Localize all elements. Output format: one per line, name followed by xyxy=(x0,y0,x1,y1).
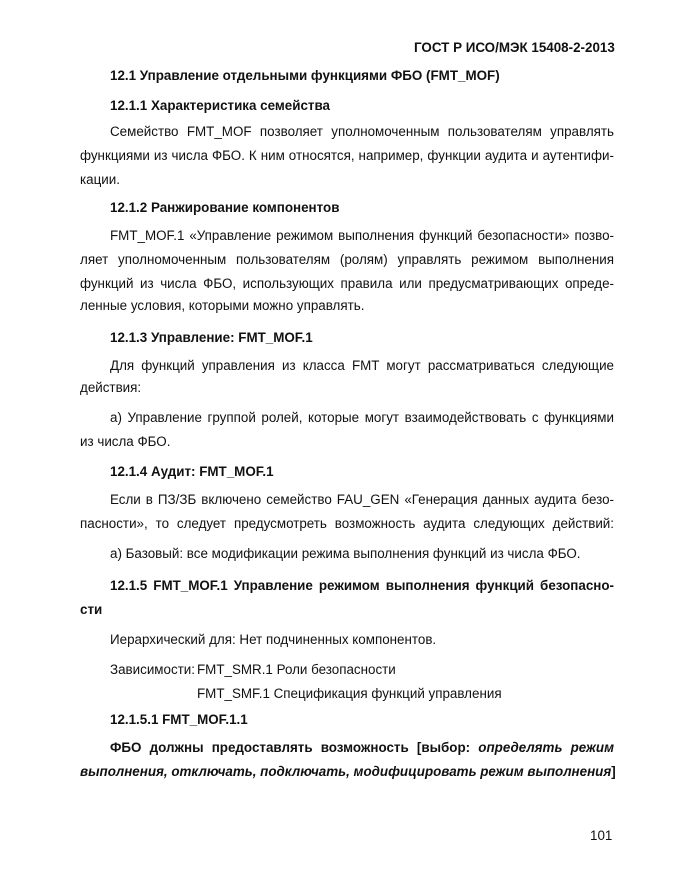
paragraph-line: Для функций управления из класса FMT могут рассматриваться следующие xyxy=(110,358,614,373)
paragraph-line: функций из числа ФБО, использующих правила или предусматривающих опреде- xyxy=(80,276,614,291)
paragraph-line: кации. xyxy=(80,172,120,187)
element-title-12-1-5-1: 12.1.5.1 FMT_MOF.1.1 xyxy=(110,712,248,727)
paragraph-line: функциями из числа ФБО. К ним относятся, например, функции аудита и аутентифи- xyxy=(80,148,614,163)
requirement-bracket: ] xyxy=(611,764,616,779)
page-number: 101 xyxy=(590,828,613,843)
paragraph-line: FMT_MOF.1 «Управление режимом выполнения функций безопасности» позво- xyxy=(110,228,614,243)
hierarchy-line: Иерархический для: Нет подчиненных компонентов. xyxy=(110,632,437,647)
paragraph-line: Если в ПЗ/ЗБ включено семейство FAU_GEN «Генерация данных аудита безо- xyxy=(110,492,614,507)
standard-header: ГОСТ Р ИСО/МЭК 15408-2-2013 xyxy=(414,40,615,55)
dependency-item: FMT_SMF.1 Спецификация функций управления xyxy=(197,686,502,701)
paragraph-line: действия: xyxy=(80,380,142,395)
paragraph-line: а) Базовый: все модификации режима выполнения функций из числа ФБО. xyxy=(110,546,581,561)
subsection-title-12-1-5-cont: сти xyxy=(80,602,103,617)
subsection-title-12-1-1: 12.1.1 Характеристика семейства xyxy=(110,98,330,113)
subsection-title-12-1-2: 12.1.2 Ранжирование компонентов xyxy=(110,200,340,215)
requirement-line xyxy=(110,740,614,756)
paragraph-line: пасности», то следует предусмотреть возможность аудита следующих действий: xyxy=(80,516,614,531)
paragraph-line: Семейство FMT_MOF позволяет уполномоченным пользователям управлять xyxy=(110,124,614,139)
section-title-12-1: 12.1 Управление отдельными функциями ФБО (FMT_MOF) xyxy=(110,68,500,83)
requirement-text: ФБО должны предоставлять возможность [выбор: xyxy=(110,740,479,755)
paragraph-line: ляет уполномоченным пользователям (ролям) управлять режимом выполнения xyxy=(80,252,614,267)
requirement-selection: выполнения, отключать, подключать, модифицировать режим выполнения xyxy=(80,764,612,779)
subsection-title-12-1-5: 12.1.5 FMT_MOF.1 Управление режимом выполнения функций безопасно- xyxy=(110,578,614,593)
paragraph-line: а) Управление группой ролей, которые могут взаимодействовать с функциями xyxy=(110,410,614,425)
dependency-item: FMT_SMR.1 Роли безопасности xyxy=(197,662,396,677)
dependencies-label: Зависимости: xyxy=(110,662,195,677)
requirement-selection: определять режим xyxy=(478,740,614,755)
paragraph-line: из числа ФБО. xyxy=(80,434,171,449)
subsection-title-12-1-3: 12.1.3 Управление: FMT_MOF.1 xyxy=(110,330,313,345)
subsection-title-12-1-4: 12.1.4 Аудит: FMT_MOF.1 xyxy=(110,464,274,479)
paragraph-line: ленные условия, которыми можно управлять. xyxy=(80,298,365,313)
requirement-line xyxy=(80,764,614,780)
